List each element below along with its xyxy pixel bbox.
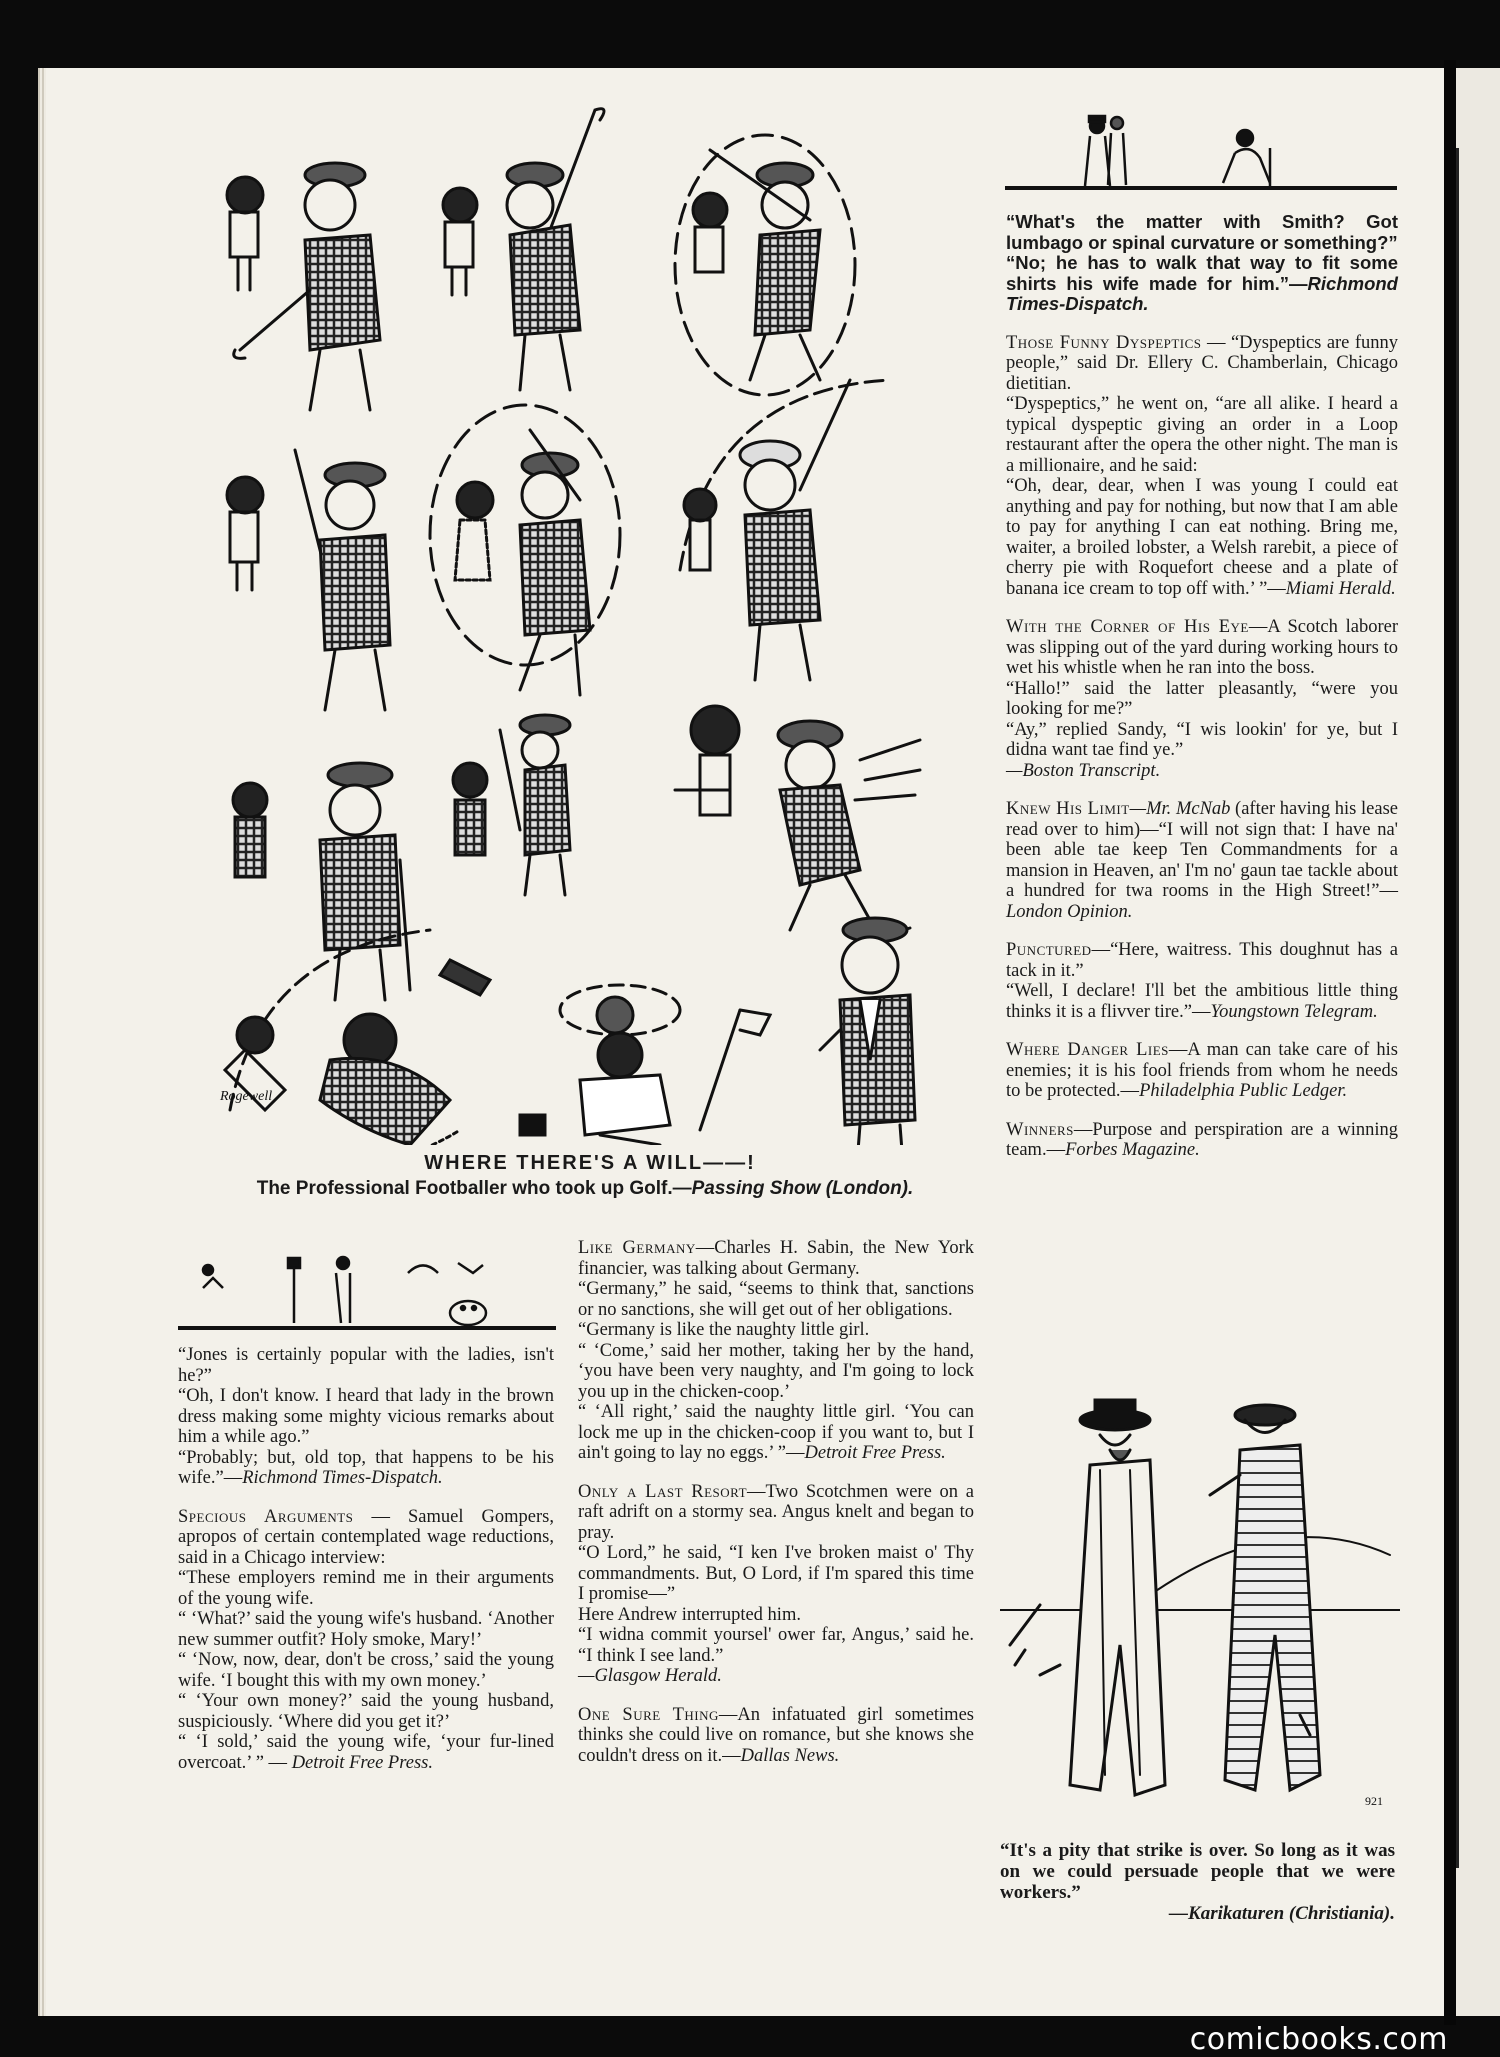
punctured-joke-intro (1006, 940, 1398, 981)
specious-joke-intro (178, 1507, 554, 1569)
resort-joke-intro (578, 1482, 974, 1544)
limit-joke-source: London Opinion. (1006, 901, 1133, 922)
winners-joke-heading: Winners (1006, 1119, 1074, 1140)
jones-joke-line-1: “Jones is certainly popular with the ladies, isn't he?” (178, 1345, 554, 1386)
comic-panel-4 (227, 450, 390, 710)
page-gutter (1444, 60, 1456, 2025)
comic-panel-10 (225, 930, 490, 1145)
resort-joke-line-0: —Two Scotchmen were on a raft adrift on a stormy sea. Angus knelt and began to pray. (578, 1481, 974, 1543)
corner-joke-intro (1006, 617, 1398, 679)
jones-joke-line-2: “Oh, I don't know. I heard that lady in the brown dress making some mighty vicious remarks about him a while ago.” (178, 1386, 554, 1447)
danger-joke (1006, 1040, 1398, 1102)
dyspeptics-joke-line-1: “Dyspeptics,” he went on, “are all alike. I heard a typical dyspeptic giving an order in a Loop restaurant after the opera the other night. The man is a millionaire, and he said: (1006, 394, 1398, 476)
germany-joke-line-1: “Germany,” he said, “seems to think that, sanctions or no sanctions, she will get out of her obligations. (578, 1279, 974, 1320)
strike-cartoon-credit: —Karikaturen (Christiania). (1169, 1903, 1395, 1924)
sure-joke-source: Dallas News. (740, 1745, 840, 1766)
comic-panel-2 (443, 109, 604, 390)
punctured-joke-line-1-text: “Well, I declare! I'll bet the ambitious little thing thinks it is a flivver tire.”— (1006, 981, 1398, 1022)
comic-panel-6 (680, 380, 890, 680)
comic-panel-3 (675, 135, 855, 395)
germany-joke-intro (578, 1238, 974, 1279)
column-right (1006, 212, 1398, 1179)
facing-page-fragment (1456, 68, 1500, 2016)
comic-panel-5 (430, 405, 620, 695)
dyspeptics-joke-intro (1006, 333, 1398, 395)
jones-joke-line-3 (178, 1448, 554, 1489)
sure-joke (578, 1705, 974, 1767)
specious-joke-line-2: “ ‘What?’ said the young wife's husband. ‘Another new summer outfit? Holy smoke, Mary!’ (178, 1609, 554, 1650)
resort-joke-line-2: Here Andrew interrupted him. (578, 1604, 801, 1625)
punctured-joke-heading: Punctured (1006, 940, 1092, 960)
specious-joke-line-3: “ ‘Now, now, dear, don't be cross,’ said the young wife. ‘I bought this with my own money.’ (178, 1650, 554, 1691)
smith-joke-line-1: “What's the matter with Smith? Got lumbago or spinal curvature or something?” (1006, 211, 1398, 253)
site-watermark: comicbooks.com (1189, 2022, 1448, 2057)
smith-joke-source: Richmond Times-Dispatch. (1006, 272, 1398, 314)
resort-joke-line-1: “O Lord,” he said, “I ken I've broken maist o' Thy commandments. But, O Lord, if I'm spared this time I promise—” (578, 1543, 974, 1604)
germany-joke-line-2: “Germany is like the naughty little girl. (578, 1320, 870, 1340)
strike-cartoon-caption (1000, 1840, 1395, 1924)
punctured-joke-line-1 (1006, 981, 1398, 1022)
winners-joke-source: Forbes Magazine. (1065, 1140, 1200, 1160)
specious-joke-line-5-text: “ ‘I sold,’ said the young wife, ‘your fur-lined overcoat.’ ” — (178, 1732, 554, 1773)
column-left (178, 1345, 554, 1791)
resort-joke-heading: Only a Last Resort (578, 1481, 748, 1502)
limit-joke (1006, 799, 1398, 922)
specious-joke-source: Detroit Free Press. (291, 1752, 433, 1773)
strike-cartoon (1000, 1395, 1400, 1830)
smith-joke-line-2 (1006, 253, 1398, 315)
sure-joke-text: —An infatuated girl sometimes thinks she could live on romance, but she knows she couldn't dress on it.— (578, 1704, 974, 1766)
specious-joke-line-0: — Samuel Gompers, apropos of certain contemplated wage reductions, said in a Chicago interview: (178, 1506, 554, 1568)
germany-joke-source: Detroit Free Press. (804, 1443, 946, 1463)
dyspeptics-joke-line-2-text: “Oh, dear, dear, when I was young I could eat anything and pay for nothing, but now that I am able to pay for anything I can eat nothing. Bring me, waiter, a broiled lobster, a Welsh rarebit, a piece of cherry pie with Roquefort cheese and a plate of banana ice cream to top off with.’ ”— (1006, 476, 1398, 599)
spot-illustration-right (1005, 108, 1397, 192)
dyspeptics-joke-heading: Those Funny Dyspeptics (1006, 332, 1202, 353)
specious-joke-line-1: “These employers remind me in their arguments of the young wife. (178, 1568, 554, 1609)
strike-cartoon-signature: 921 (1365, 1794, 1383, 1808)
comic-credit: Passing Show (London). (691, 1178, 914, 1199)
specious-joke-line-5 (178, 1732, 554, 1773)
corner-joke-line-1: “Hallo!” said the latter pleasantly, “were you looking for me?” (1006, 678, 1398, 719)
comic-panel-8 (453, 715, 570, 895)
comic-caption (170, 1178, 1000, 1200)
danger-joke-text: —A man can take care of his enemies; it is his fool friends from whom he needs to be protected.— (1006, 1040, 1398, 1101)
comic-panel-12 (820, 918, 915, 1145)
comic-panel-9 (675, 706, 920, 940)
jones-joke-source: Richmond Times-Dispatch. (242, 1468, 443, 1488)
specious-joke-heading: Specious Arguments (178, 1506, 354, 1527)
corner-joke-source: —Boston Transcript. (1006, 760, 1161, 781)
comic-signature: Rogewell (220, 1089, 273, 1104)
corner-joke-heading: With the Corner of His Eye (1006, 617, 1249, 637)
resort-joke-line-3: “I widna commit yoursel' ower far, Angus,’ said he. “I think I see land.” (578, 1625, 974, 1666)
comic-title: WHERE THERE'S A WILL——! (424, 1152, 756, 1174)
specious-joke-line-4: “ ‘Your own money?’ said the young husband, suspiciously. ‘Where did you get it?’ (178, 1691, 554, 1732)
spot-illustration-left (178, 1248, 556, 1332)
germany-joke-line-4 (578, 1402, 974, 1464)
punctured-joke-line-0: —“Here, waitress. This doughnut has a tack in it.” (1006, 940, 1398, 981)
danger-joke-source: Philadelphia Public Ledger. (1139, 1081, 1348, 1101)
column-middle (578, 1238, 974, 1784)
winners-joke-text: —Purpose and perspiration are a winning team.— (1006, 1119, 1398, 1160)
germany-joke-line-0: —Charles H. Sabin, the New York financier, was talking about Germany. (578, 1238, 974, 1279)
limit-joke-text: (after having his lease read over to him)—“I will not sign that: I have na' been able tae keep Ten Commandments for a mansion in Heaven, an' I'm no' gaun tae tackle about a hundred for twa rooms in the High Street!”— (1006, 799, 1398, 901)
limit-joke-person: —Mr. McNab (1129, 799, 1231, 819)
dyspeptics-joke-source: Miami Herald. (1285, 578, 1396, 599)
dyspeptics-joke-line-2 (1006, 476, 1398, 599)
punctured-joke-source: Youngstown Telegram. (1210, 1001, 1378, 1022)
golf-comic-strip (200, 100, 990, 1145)
sure-joke-heading: One Sure Thing (578, 1704, 719, 1725)
resort-joke-source: —Glasgow Herald. (578, 1666, 722, 1686)
strike-cartoon-caption-text: “It's a pity that strike is over. So long as it was on we could persuade people that we were workers.” (1000, 1840, 1395, 1903)
germany-joke-line-4-text: “ ‘All right,’ said the naughty little girl. ‘You can lock me up in the chicken-coop if you want to, but I ain't going to lay no eggs.’ ”— (578, 1402, 974, 1463)
comic-panel-1 (227, 163, 380, 410)
limit-joke-heading: Knew His Limit (1006, 799, 1130, 819)
germany-joke-heading: Like Germany (578, 1238, 696, 1258)
jones-joke-line-3-text: “Probably; but, old top, that happens to be his wife.”— (178, 1447, 554, 1488)
corner-joke-line-2: “Ay,” replied Sandy, “I wis lookin' for ye, but I didna want tae find ye.” (1006, 719, 1398, 760)
facing-page-border (1456, 148, 1459, 1868)
comic-caption-text: The Professional Footballer who took up Golf.— (256, 1178, 692, 1199)
winners-joke (1006, 1120, 1398, 1161)
corner-joke-line-0: —A Scotch laborer was slipping out of the yard during working hours to wet his whistle when he ran into the boss. (1006, 617, 1398, 678)
germany-joke-line-3: “ ‘Come,’ said her mother, taking her by the hand, ‘you have been very naughty, and I'm going to lock you up in the chicken-coop.’ (578, 1340, 974, 1402)
comic-panel-11 (520, 985, 770, 1145)
smith-joke-line-2-text: “No; he has to walk that way to fit some shirts his wife made for him.”— (1006, 252, 1398, 294)
dyspeptics-joke-line-0: — “Dyspeptics are funny people,” said Dr. Ellery C. Chamberlain, Chicago dietitian. (1006, 332, 1399, 394)
danger-joke-heading: Where Danger Lies (1006, 1040, 1169, 1060)
